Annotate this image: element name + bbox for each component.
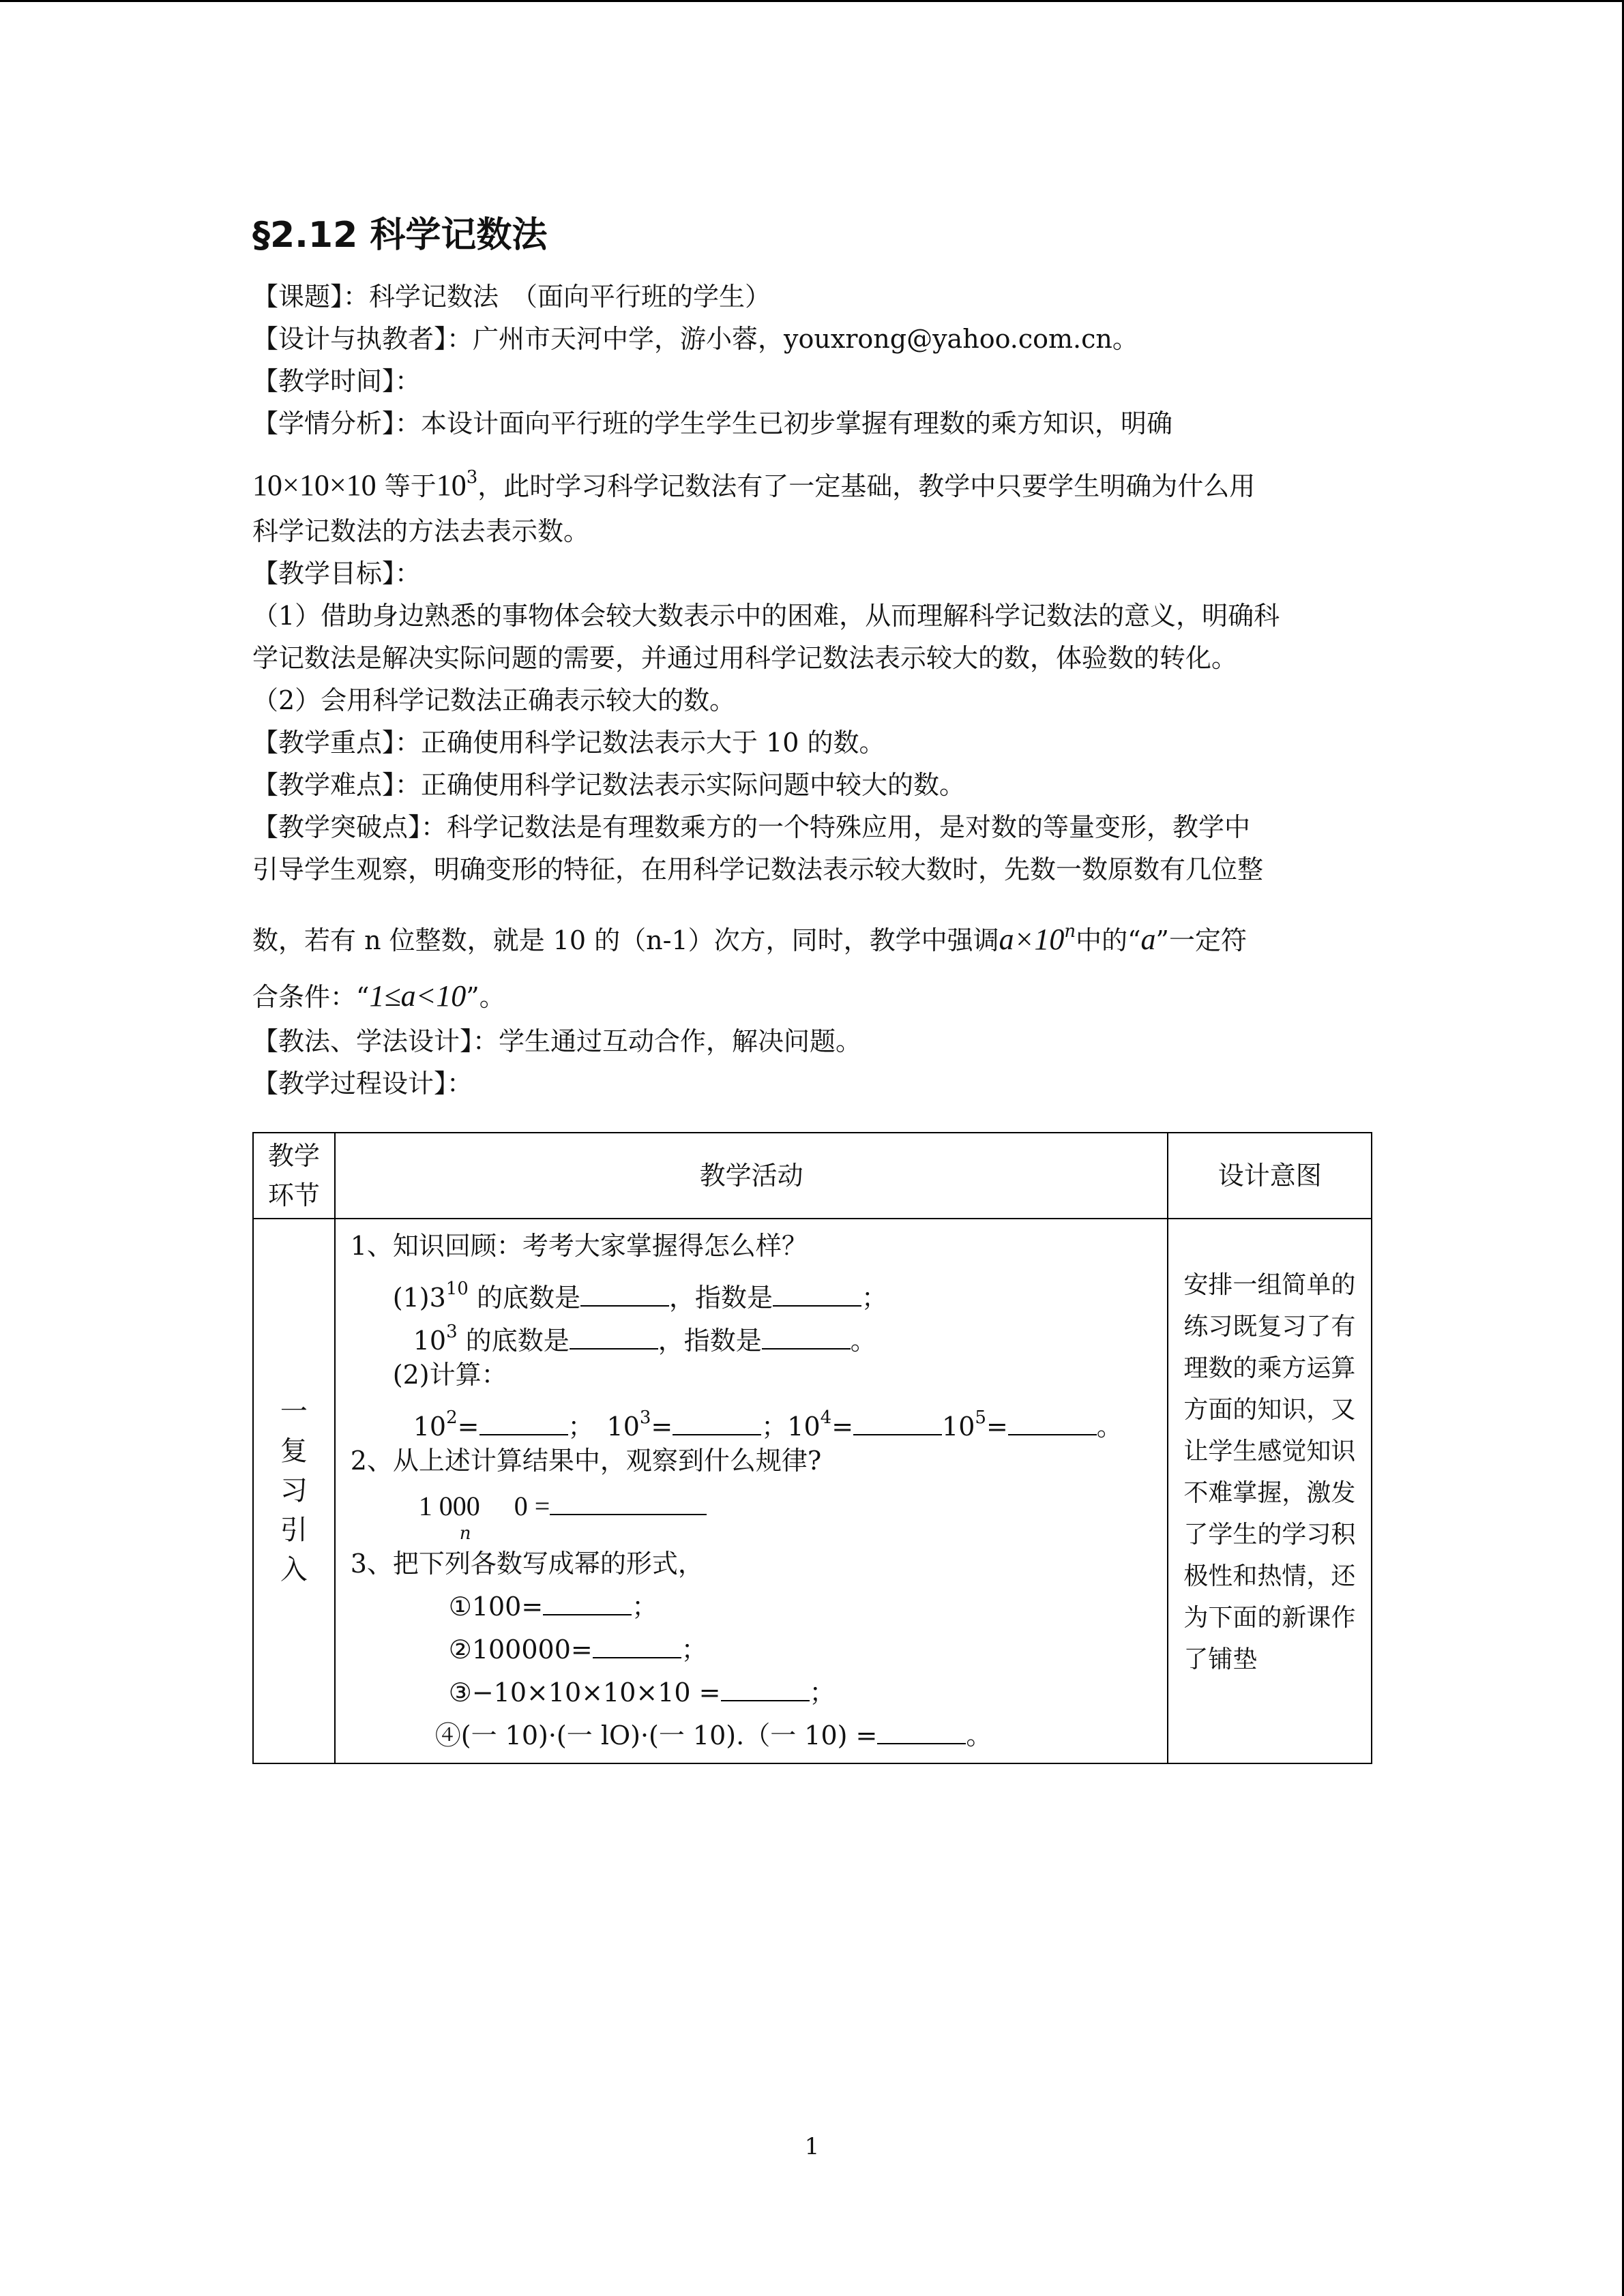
table-row <box>253 1219 1372 1763</box>
answer-blank[interactable] <box>1008 1407 1097 1435</box>
designer-line: 【设计与执教者】：广州市天河中学，游小蓉，youxrong@yahoo.com.cn。 <box>252 324 1138 354</box>
exercise-text: 10 <box>413 1326 447 1356</box>
exercise-text: ③−10×10×10×10 = <box>448 1678 721 1708</box>
activity-item: 2、从上述计算结果中，观察到什么规律? <box>350 1446 822 1476</box>
stage-char: 引 <box>280 1515 308 1546</box>
goals-label: 【教学目标】： <box>252 558 422 588</box>
exercise-text: (1)3 <box>392 1283 446 1313</box>
method-line: 【教法、学法设计】：学生通过互动合作，解决问题。 <box>252 1026 862 1056</box>
goal-1-line-a: （1）借助身边熟悉的事物体会较大数表示中的困难，从而理解科学记数法的意义，明确科 <box>252 601 1280 631</box>
activity-item <box>351 1482 1168 1542</box>
activity-item <box>351 1628 1168 1671</box>
page-number: 1 <box>804 2133 820 2160</box>
stage-char: 一 <box>280 1396 308 1427</box>
product-expression: 10×10×10 <box>252 468 377 502</box>
goal-2-line: （2）会用科学记数法正确表示较大的数。 <box>252 685 736 715</box>
intent-line: 了铺垫 <box>1183 1645 1258 1673</box>
intent-line: 为下面的新课作 <box>1183 1604 1356 1632</box>
intent-cell <box>1168 1219 1372 1763</box>
answer-blank[interactable] <box>877 1716 966 1744</box>
goal-1-line-b: 学记数法是解决实际问题的需要，并通过用科学记数法表示较大的数，体验数的转化。 <box>252 643 1238 673</box>
exercise-text: = <box>831 1412 854 1442</box>
intent-line: 练习既复习了有 <box>1183 1313 1356 1341</box>
time-line: 【教学时间】： <box>252 366 422 396</box>
exercise-text: ； <box>861 1283 887 1313</box>
page-border-top <box>0 0 1624 2</box>
exercise-text: ； <box>809 1678 836 1708</box>
activity-item <box>351 1714 1168 1757</box>
breakthrough-line-2: 引导学生观察，明确变形的特征，在用科学记数法表示较大数时，先数一数原数有几位整 <box>252 854 1264 884</box>
difficulty-line: 【教学难点】：正确使用科学记数法表示实际问题中较大的数。 <box>252 770 966 800</box>
sci-notation-expr: a×10 <box>999 923 1065 956</box>
intent-line: 理数的乘方运算 <box>1183 1354 1356 1382</box>
analysis-line-2 <box>252 445 1371 510</box>
answer-blank[interactable] <box>673 1407 761 1435</box>
stage-char: 习 <box>280 1475 308 1506</box>
activity-item <box>351 1397 1168 1440</box>
quote-close-text: ”一定符 <box>1155 925 1247 955</box>
exercise-text: 。 <box>966 1720 992 1750</box>
exercise-text: = <box>986 1412 1008 1442</box>
topic-line: 【课题】：科学记数法 （面向平行班的学生） <box>252 282 771 312</box>
activity-item <box>351 1671 1168 1714</box>
intent-line: 让学生感觉知识 <box>1183 1437 1356 1465</box>
power-exponent: 3 <box>466 467 478 488</box>
intent-line: 安排一组简单的 <box>1183 1271 1356 1299</box>
exercise-text: 10 <box>942 1412 975 1442</box>
activity-item: 3、把下列各数写成幂的形式， <box>350 1549 704 1579</box>
exercise-text: ②100000= <box>448 1635 593 1665</box>
exponent: 4 <box>820 1407 832 1428</box>
exercise-text: ； <box>681 1635 707 1665</box>
analysis-line-3: 科学记数法的方法去表示数。 <box>252 516 590 546</box>
answer-blank[interactable] <box>550 1487 707 1515</box>
answer-blank[interactable] <box>570 1321 658 1350</box>
header-stage-line-1: 教学 <box>267 1141 320 1171</box>
exercise-text: ，指数是 <box>668 1283 773 1313</box>
breakthrough-line-3 <box>252 891 1371 972</box>
document-body <box>252 205 1371 1105</box>
n-subscript: n <box>459 1523 471 1544</box>
answer-blank[interactable] <box>479 1407 568 1435</box>
pattern-expression: 1 000 0 = <box>418 1491 550 1521</box>
exponent: 2 <box>446 1407 458 1428</box>
activity-item: (2)计算： <box>392 1360 507 1390</box>
answer-blank[interactable] <box>543 1587 632 1615</box>
condition-label: 合条件：“ <box>252 982 370 1012</box>
process-label: 【教学过程设计】： <box>252 1069 473 1099</box>
stage-char: 入 <box>280 1554 308 1585</box>
answer-blank[interactable] <box>773 1278 861 1307</box>
breakthrough-text: 数，若有 n 位整数，就是 10 的（n-1）次方，同时，教学中强调 <box>252 925 999 955</box>
sci-notation-exponent: n <box>1064 921 1076 942</box>
answer-blank[interactable] <box>721 1673 810 1701</box>
exponent: 5 <box>975 1407 986 1428</box>
teaching-process-table <box>252 1132 1372 1764</box>
exercise-text: 10 <box>606 1412 640 1442</box>
intent-line: 极性和热情，还 <box>1183 1562 1356 1590</box>
equals-text: 等于 <box>384 471 437 501</box>
exercise-text: 的底数是 <box>465 1326 570 1356</box>
exercise-text: ； <box>632 1592 658 1622</box>
exercise-text: = <box>651 1412 673 1442</box>
intent-line: 了学生的学习积 <box>1183 1521 1356 1549</box>
table-header-row <box>253 1133 1372 1219</box>
exponent: 10 <box>445 1279 469 1299</box>
header-stage-line-2: 环节 <box>267 1180 320 1210</box>
power-base: 10 <box>436 468 467 502</box>
exercise-text: ④(一 10)·(一 lO)·(一 10).（一 10) = <box>434 1720 878 1750</box>
page-title: §2.12 科学记数法 <box>252 215 548 256</box>
answer-blank[interactable] <box>593 1630 681 1658</box>
exercise-text: ； <box>761 1412 788 1442</box>
exercise-text: ，指数是 <box>658 1326 762 1356</box>
answer-blank[interactable] <box>762 1321 851 1350</box>
activity-item: 1、知识回顾：考考大家掌握得怎么样？ <box>350 1231 808 1261</box>
condition-expr: 1≤a<10 <box>369 979 467 1013</box>
exercise-text: = <box>457 1412 479 1442</box>
intent-line: 不难掌握，激发 <box>1183 1479 1356 1507</box>
exponent: 3 <box>639 1407 651 1428</box>
intent-line: 方面的知识，又 <box>1183 1396 1356 1424</box>
exercise-text: ； <box>567 1412 607 1442</box>
header-activity: 教学活动 <box>335 1133 1168 1219</box>
quote-open-text: 中的“ <box>1076 925 1141 955</box>
exercise-text: 。 <box>1096 1412 1123 1442</box>
activity-item <box>351 1311 1168 1354</box>
answer-blank[interactable] <box>580 1278 669 1307</box>
header-stage <box>253 1133 335 1219</box>
variable-a: a <box>1140 923 1156 956</box>
exercise-text: 。 <box>850 1326 876 1356</box>
breakthrough-line-4 <box>252 972 1371 1020</box>
activity-cell <box>335 1219 1168 1763</box>
exercise-text: ①100= <box>448 1592 544 1622</box>
stage-char: 复 <box>280 1435 308 1467</box>
stage-cell <box>253 1219 335 1763</box>
exercise-text: 的底数是 <box>476 1283 580 1313</box>
header-intent: 设计意图 <box>1168 1133 1372 1219</box>
exponent: 3 <box>446 1322 458 1342</box>
breakthrough-line-1: 【教学突破点】：科学记数法是有理数乘方的一个特殊应用，是对数的等量变形，教学中 <box>252 812 1251 842</box>
key-point-line: 【教学重点】：正确使用科学记数法表示大于 10 的数。 <box>252 728 885 758</box>
activity-item <box>351 1585 1168 1628</box>
analysis-rest: ，此时学习科学记数法有了一定基础，教学中只要学生明确为什么用 <box>477 471 1256 501</box>
condition-end: ”。 <box>466 982 505 1012</box>
activity-item <box>351 1268 1168 1311</box>
analysis-line-1: 【学情分析】：本设计面向平行班的学生学生已初步掌握有理数的乘方知识，明确 <box>252 408 1173 438</box>
exercise-text: 10 <box>787 1412 821 1442</box>
exercise-text: 10 <box>413 1412 447 1442</box>
answer-blank[interactable] <box>853 1407 942 1435</box>
